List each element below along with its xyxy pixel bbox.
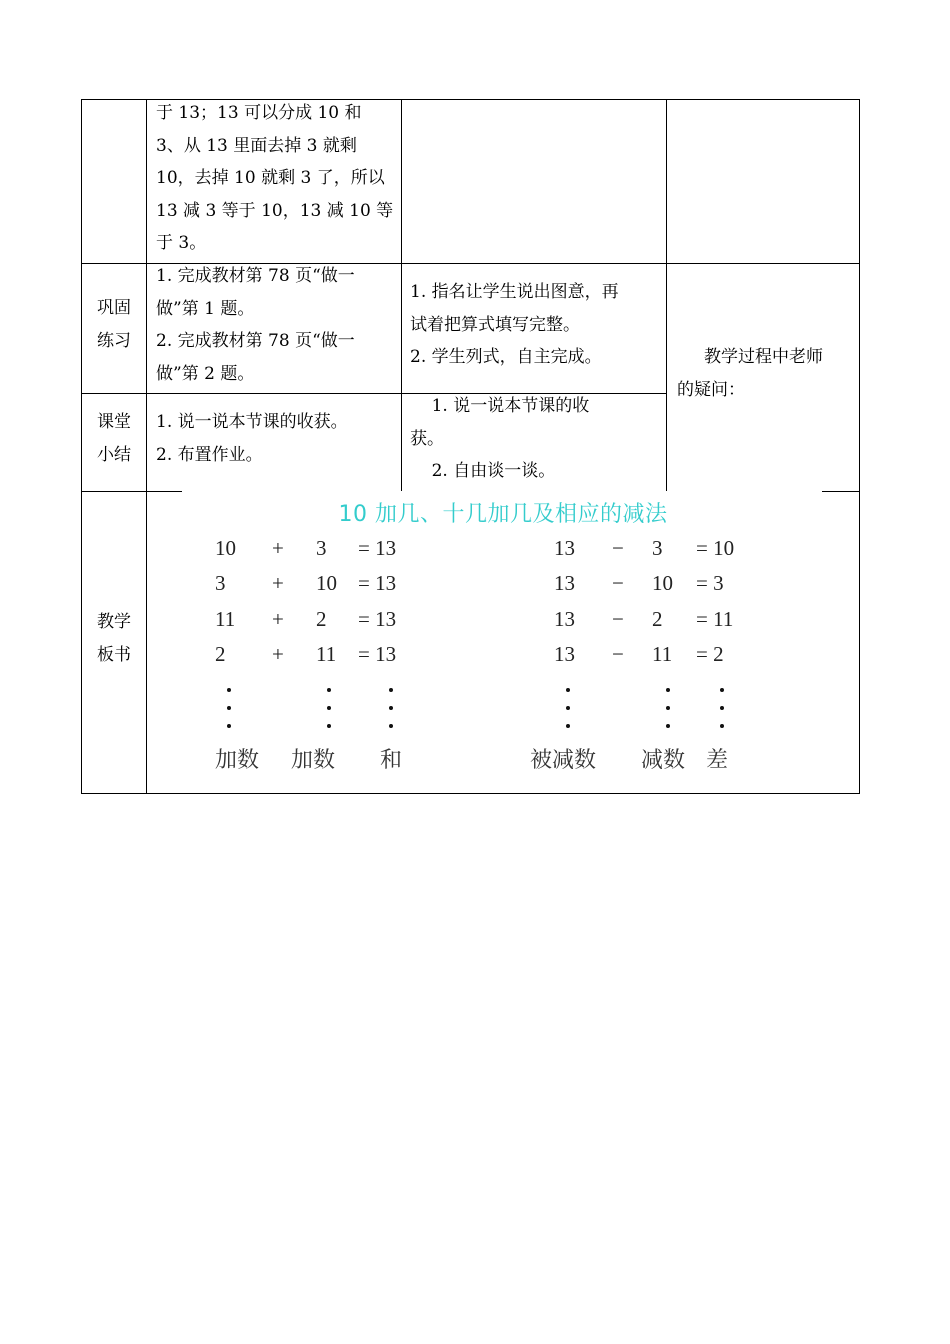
activity-line: 1. 指名让学生说出图意，再 — [410, 282, 619, 302]
subtraction-a: 13 — [554, 536, 575, 560]
content-line: 3、从 13 里面去掉 3 就剩 — [156, 135, 357, 156]
ellipsis-dot — [720, 688, 724, 692]
table-line — [859, 99, 860, 794]
label-line: 练习 — [97, 330, 131, 351]
label-line: 巩固 — [97, 298, 131, 318]
ellipsis-dot — [666, 688, 670, 692]
content-line: 1. 完成教材第 78 页“做一 — [156, 266, 355, 286]
table-line — [666, 99, 667, 491]
addition-res: = 13 — [358, 607, 397, 631]
subtraction-op: − — [612, 642, 624, 666]
subtraction-b: 2 — [652, 607, 663, 631]
ellipsis-dot — [566, 688, 570, 692]
subtraction-term-label: 被减数 — [530, 748, 597, 773]
ellipsis-dot — [327, 706, 331, 710]
ellipsis-dot — [327, 724, 331, 728]
addition-b: 3 — [316, 536, 327, 560]
subtraction-res: = 3 — [696, 571, 724, 595]
label-line: 小结 — [97, 444, 131, 465]
subtraction-b: 11 — [652, 642, 673, 666]
subtraction-a: 13 — [554, 571, 575, 595]
subtraction-term-label: 差 — [706, 748, 729, 773]
table-line — [81, 793, 860, 794]
activity-line: 2. 学生列式，自主完成。 — [410, 347, 602, 367]
addition-a: 10 — [215, 536, 236, 560]
addition-op: + — [272, 571, 284, 595]
addition-term-label: 加数 — [291, 748, 336, 773]
ellipsis-dot — [389, 724, 393, 728]
table-line — [81, 491, 182, 492]
addition-a: 3 — [215, 571, 226, 595]
note-line: 教学过程中老师 — [677, 347, 824, 367]
subtraction-op: − — [612, 607, 624, 631]
ellipsis-dot — [720, 706, 724, 710]
ellipsis-dot — [389, 688, 393, 692]
ellipsis-dot — [227, 688, 231, 692]
subtraction-op: − — [612, 571, 624, 595]
content-line: 做”第 1 题。 — [156, 298, 255, 319]
board-title: 10 加几、十几加几及相应的减法 — [338, 502, 668, 527]
ellipsis-dot — [720, 724, 724, 728]
addition-op: + — [272, 536, 284, 560]
addition-term-label: 和 — [380, 748, 403, 773]
addition-op: + — [272, 642, 284, 666]
addition-res: = 13 — [358, 571, 397, 595]
note-line: 的疑问： — [677, 379, 745, 400]
activity-line: 试着把算式填写完整。 — [410, 314, 580, 335]
subtraction-a: 13 — [554, 642, 575, 666]
ellipsis-dot — [227, 724, 231, 728]
addition-term-label: 加数 — [215, 748, 260, 773]
ellipsis-dot — [666, 724, 670, 728]
addition-a: 2 — [215, 642, 226, 666]
addition-a: 11 — [215, 607, 236, 631]
content-line: 13 减 3 等于 10，13 减 10 等 — [156, 200, 394, 221]
content-line: 2. 完成教材第 78 页“做一 — [156, 331, 355, 351]
ellipsis-dot — [389, 706, 393, 710]
content-line: 1. 说一说本节课的收获。 — [156, 412, 348, 432]
ellipsis-dot — [327, 688, 331, 692]
addition-b: 10 — [316, 571, 337, 595]
ellipsis-dot — [566, 706, 570, 710]
subtraction-a: 13 — [554, 607, 575, 631]
activity-line: 获。 — [410, 428, 444, 449]
table-line — [146, 99, 147, 794]
ellipsis-dot — [227, 706, 231, 710]
addition-res: = 13 — [358, 642, 397, 666]
table-line — [401, 99, 402, 491]
activity-line: 1. 说一说本节课的收 — [410, 396, 590, 416]
ellipsis-dot — [666, 706, 670, 710]
subtraction-op: − — [612, 536, 624, 560]
content-line: 2. 布置作业。 — [156, 444, 263, 465]
ellipsis-dot — [566, 724, 570, 728]
subtraction-res: = 11 — [696, 607, 734, 631]
subtraction-term-label: 减数 — [641, 748, 686, 773]
subtraction-res: = 10 — [696, 536, 735, 560]
subtraction-b: 10 — [652, 571, 673, 595]
subtraction-res: = 2 — [696, 642, 724, 666]
addition-res: = 13 — [358, 536, 397, 560]
label-line: 课堂 — [97, 412, 131, 432]
label-line: 板书 — [97, 644, 131, 665]
subtraction-b: 3 — [652, 536, 663, 560]
label-line: 教学 — [97, 612, 131, 632]
content-line: 10，去掉 10 就剩 3 了，所以 — [156, 168, 385, 188]
table-line — [822, 491, 860, 492]
content-line: 于 13；13 可以分成 10 和 — [156, 103, 362, 123]
content-line: 于 3。 — [156, 233, 207, 253]
content-line: 做”第 2 题。 — [156, 363, 255, 384]
activity-line: 2. 自由谈一谈。 — [410, 461, 556, 481]
addition-b: 11 — [316, 642, 337, 666]
addition-op: + — [272, 607, 284, 631]
addition-b: 2 — [316, 607, 327, 631]
